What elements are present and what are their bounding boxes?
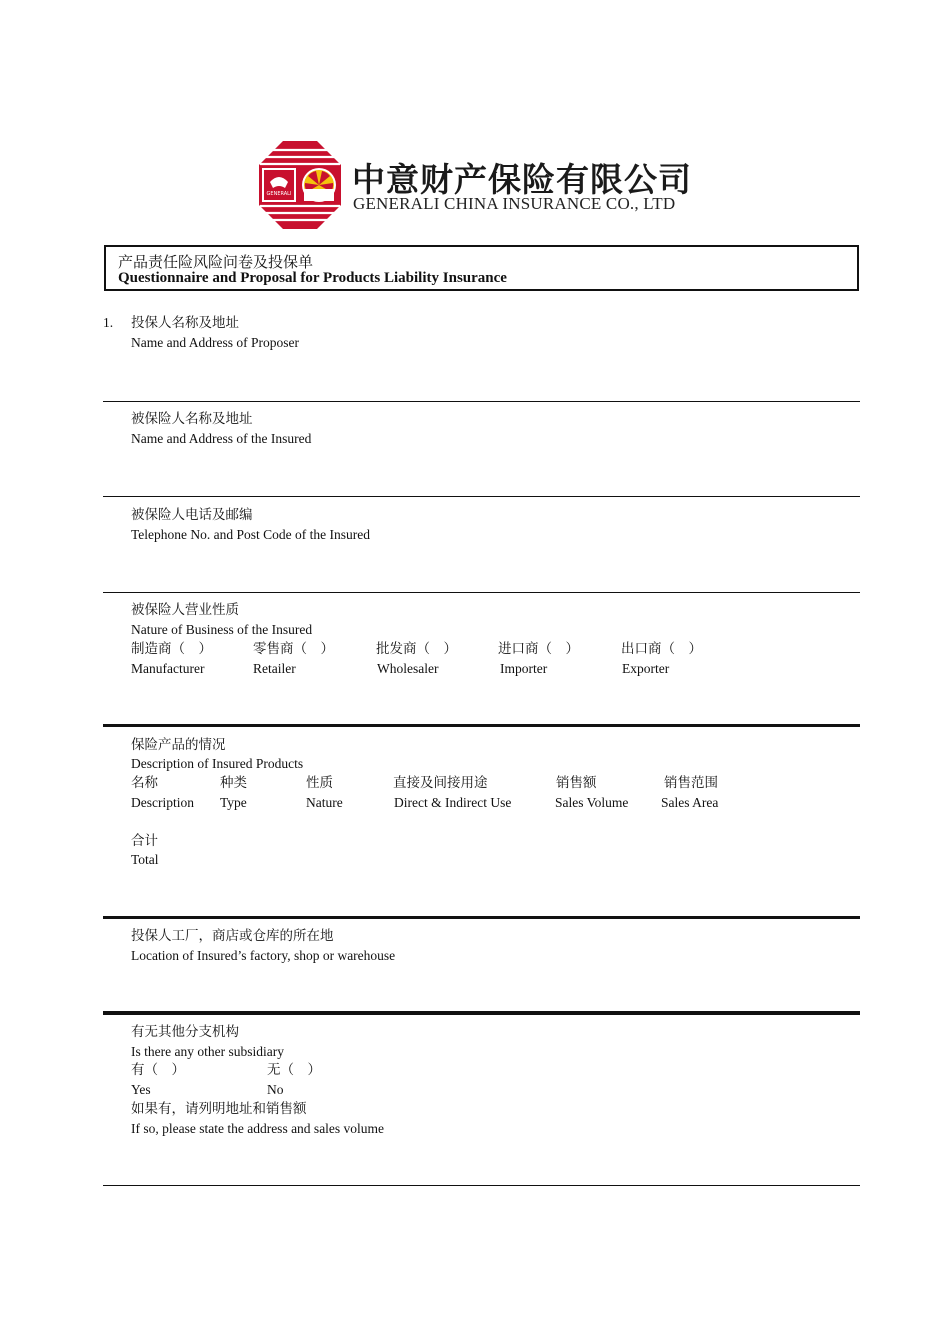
column-use-cn: 直接及间接用途 [393,775,488,790]
column-sales-volume-cn: 销售额 [556,775,597,790]
option-importer-en: Importer [500,661,548,676]
option-exporter-en: Exporter [622,661,670,676]
insured-name-label-en: Name and Address of the Insured [131,431,312,446]
insured-phone-label-en: Telephone No. and Post Code of the Insured [131,527,371,542]
products-label-cn: 保险产品的情况 [131,737,226,752]
column-sales-area-cn: 销售范围 [664,775,718,790]
option-yes-cn[interactable]: 有（ ） [131,1062,185,1077]
option-manufacturer-en: Manufacturer [131,661,205,676]
form-title-box [104,245,859,291]
proposer-label-en: Name and Address of Proposer [131,335,299,350]
option-no-en: No [267,1082,284,1097]
logo-emblem-icon [258,140,342,230]
column-type-en: Type [220,795,247,810]
column-sales-area-en: Sales Area [661,795,719,810]
insured-name-label-cn: 被保险人名称及地址 [131,411,253,426]
section-number: 1. [103,315,114,330]
option-retailer-cn[interactable]: 零售商（ ） [253,641,334,656]
company-logo [258,140,342,230]
form-title-en: Questionnaire and Proposal for Products Liability Insurance [118,270,507,286]
subsidiary-detail-label-cn: 如果有，请列明地址和销售额 [131,1101,307,1116]
field-insured-phone-line[interactable] [103,592,860,593]
option-retailer-en: Retailer [253,661,296,676]
subsidiary-detail-label-en: If so, please state the address and sales volume [131,1121,385,1136]
location-label-en: Location of Insured’s factory, shop or warehouse [131,948,396,963]
business-nature-label-en: Nature of Business of the Insured [131,622,313,637]
location-label-cn: 投保人工厂，商店或仓库的所在地 [131,928,334,943]
option-exporter-cn[interactable]: 出口商（ ） [621,641,702,656]
column-sales-volume-en: Sales Volume [555,795,629,810]
field-proposer-line[interactable] [103,401,860,402]
option-manufacturer-cn[interactable]: 制造商（ ） [131,641,212,656]
insured-phone-label-cn: 被保险人电话及邮编 [131,507,253,522]
business-nature-label-cn: 被保险人营业性质 [131,602,239,617]
field-insured-name-line[interactable] [103,496,860,497]
total-label-en: Total [131,852,159,867]
column-nature-en: Nature [306,795,343,810]
column-use-en: Direct & Indirect Use [394,795,512,810]
option-wholesaler-en: Wholesaler [377,661,439,676]
section-divider [103,1011,860,1015]
option-importer-cn[interactable]: 进口商（ ） [498,641,579,656]
form-title-cn: 产品责任险风险问卷及投保单 [118,255,314,271]
proposer-label-cn: 投保人名称及地址 [131,315,239,330]
column-nature-cn: 性质 [306,775,333,790]
subsidiary-label-cn: 有无其他分支机构 [131,1024,239,1039]
section-divider [103,724,860,727]
subsidiary-label-en: Is there any other subsidiary [131,1044,284,1059]
company-name-cn: 中意财产保险有限公司 [352,160,692,199]
column-description-en: Description [131,795,194,810]
section-divider [103,916,860,919]
column-description-cn: 名称 [131,775,158,790]
company-name-en: GENERALI CHINA INSURANCE CO., LTD [353,194,676,213]
column-type-cn: 种类 [220,775,247,790]
field-subsidiary-line[interactable] [103,1185,860,1186]
products-label-en: Description of Insured Products [131,756,304,771]
option-no-cn[interactable]: 无（ ） [267,1062,321,1077]
option-wholesaler-cn[interactable]: 批发商（ ） [376,641,457,656]
logo-emblem-text: GENERALI [266,191,292,197]
option-yes-en: Yes [131,1082,151,1097]
total-label-cn: 合计 [131,833,158,848]
